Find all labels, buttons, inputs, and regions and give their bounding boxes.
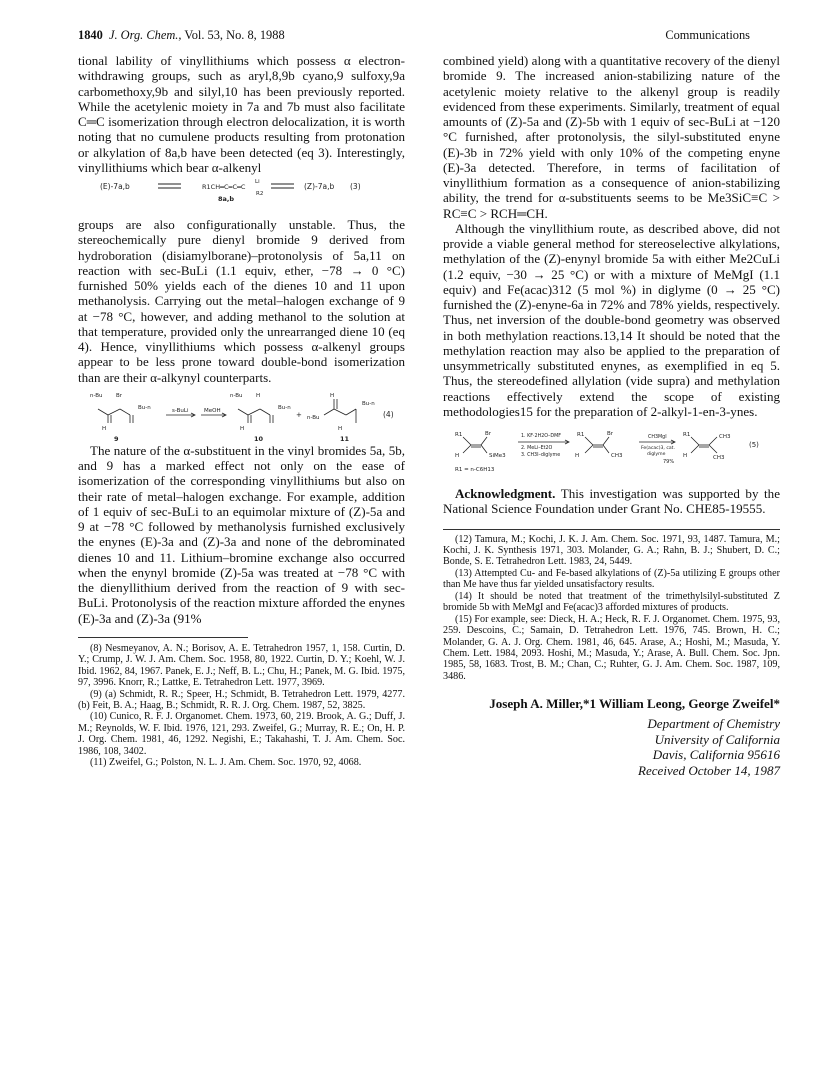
acknowledgment-text: This investigation was supported by the National Science Foundation under Grant No. CHE85-19555. <box>443 486 780 517</box>
footnote-15: (15) For example, see: Dieck, H. A.; Heck, R. F. J. Organomet. Chem. 1975, 93, 259. Descoins, C.; Samain, D. Tetrahedron Lett. 1976, 745. Brown, H. C.; Molander, G. A. J. Org. Chem. 1981, 46, 645. Arase, A.; Hoshi, M.; Masuda, Y. Chem. Lett. 1984, 2093. Hoshi, M.; Masuda, Y.; Arase, A. Bull. Chem. Soc. Jpn. 1985, 58, 1683. Trost, B. M.; Chan, C.; Ruhter, G. J. Am. Chem. Soc. 1987, 109, 3486. <box>443 613 780 682</box>
eq5-h-a: H <box>455 453 460 459</box>
left-paragraph-3: The nature of the α-substituent in the vinyl bromides 5a, 5b, and 9 has a marked effect not only on the ease of isomerization of the corresponding vinyllithiums but also on their rate of metal–halogen exchange. For example, addition of 1 equiv of sec-BuLi to an equimolar mixture of (Z)-5a and 9 at −78 °C followed by methanolysis furnished exclusively the enynes (E)-3a and (Z)-3a and none of the debrominated dienes 10 and 11. Lithium–bromine exchange also occurred when the enynyl bromide (Z)-5a was treated at −78 °C with the dienyllithium derived from the reaction of 9 with sec-BuLi. Protonolysis of the reaction mixture afforded the enynes (E)-3a and (Z)-3a (91% <box>78 442 405 626</box>
eq5-intermediate <box>585 437 609 453</box>
equation-5-graphic <box>443 425 780 479</box>
eq4-label-10: 10 <box>254 434 264 443</box>
eq5-r1-definition: R1 = n-C6H13 <box>455 467 495 473</box>
equation-3 <box>78 175 405 217</box>
eq5-br-a: Br <box>485 431 492 437</box>
eq5-ch3-c-top: CH3 <box>719 434 731 440</box>
affiliation-line-3: Davis, California 95616 <box>652 747 780 763</box>
eq5-yield: 79% <box>663 459 675 465</box>
header-left <box>78 28 285 43</box>
eq3-number: (3) <box>350 182 361 191</box>
affiliation-line-1: Department of Chemistry <box>647 716 780 732</box>
equation-3-graphic <box>78 175 405 217</box>
eq4-compound-10 <box>238 409 273 423</box>
equation-5 <box>443 425 780 479</box>
eq5-reagent-bottom2: diglyme <box>647 452 666 457</box>
eq4-11-h: H <box>338 425 343 432</box>
volume-issue-year: Vol. 53, No. 8, 1988 <box>184 28 285 42</box>
eq3-compound-label: 8a,b <box>218 195 235 203</box>
equation-4-graphic <box>78 385 405 443</box>
left-footnotes <box>78 643 405 769</box>
acknowledgment <box>443 486 780 517</box>
eq5-r1-c: R1 <box>683 432 691 438</box>
footnote-12: (12) Tamura, M.; Kochi, J. K. J. Am. Chem. Soc. 1971, 93, 1487. Tamura, M.; Kochi, J. K. Synthesis 1971, 303. Molander, G. A.; Rahn, B. J.; Shubert, D. C.; Bonde, S. E. Tetrahedron Lett. 1983, 24, 5449. <box>443 533 780 568</box>
right-paragraph-2: Although the vinyllithium route, as described above, did not provide a viable general method for stereoselective alkylations, methylation of the (Z)-enynyl bromide 5a with either Me2CuLi (1.2 equiv, −30 → 25 °C) or with a mixture of MeMgI (1.1 equiv) and Fe(acac)312 (5 mol %) in diglyme (0 → 25 °C) furnished the (Z)-enyne-6a in 72% and 78% yields, respectively. Thus, net inversion of the double-bond geometry was observed in both methylation reactions.13,14 It should be noted that the methylation reaction may also be applied to the preparation of unsymmetrically substituted enynes, as exemplified in eq 5. Thus, the stereodefined allylation (vide supra) and methylation reactions effectively extend the scope of existing methodologies15 for the preparation of 2-alkyl-1-en-3-ynes. <box>443 220 780 419</box>
received-date: Received October 14, 1987 <box>637 762 780 778</box>
eq5-ch3-c-bottom: CH3 <box>713 455 725 461</box>
footnote-11: (11) Zweifel, G.; Polston, N. L. J. Am. Chem. Soc. 1970, 92, 4068. <box>90 757 362 769</box>
eq3-left-label: (E)-7a,b <box>100 182 130 191</box>
right-paragraph-1: combined yield) along with a quantitative recovery of the dienyl bromide 9. The increased anion-stabilizing nature of the acetylenic moiety relative to the alkenyl group is readily evidenced from these experiments. Similarly, treatment of equal amounts of (Z)-5a and (Z)-5b with 1 equiv of sec-BuLi at −120 °C furnished, after protonolysis, the silyl-substituted enyne (E)-3b in 72% yield with only 10% of the competing enyne (E)-3a detected. Therefore, in terms of facilitation of vinyllithium formation as a consequence of anion-stabilizing ability, the trend for α-substituents seems to be Me3SiC≡C > RC≡C > RCH═CH. <box>443 53 780 221</box>
eq4-10-bun: Bu-n <box>278 404 291 411</box>
eq5-sime3: SiMe3 <box>489 453 506 459</box>
eq5-h-c: H <box>683 453 688 459</box>
section-title: Communications <box>665 28 750 42</box>
eq5-number: (5) <box>749 441 759 449</box>
eq4-10-h: H <box>240 425 245 432</box>
eq4-11-nbu: n-Bu <box>307 414 320 421</box>
eq3-r2: R2 <box>256 191 264 197</box>
left-paragraph-2: groups are also configurationally unstable. Thus, the stereochemically pure dienyl bromide 9 derived from hydroboration (disiamylborane)–protonolysis of 5a,11 on reaction with sec-BuLi (1.1 equiv, ether, −78 → 0 °C) furnished 50% yields each of the dienes 10 and 11 upon methanolysis. Carrying out the metal–halogen exchange of 9 at −78 °C, however, and adding methanol to the solution at that temperature, provided only the unrearranged diene 10 (eq 4). Hence, vinyllithiums which possess α-alkenyl groups appear to be less prone toward double-bond isomerization than are their α-alkynyl counterparts. <box>78 217 405 385</box>
eq4-9-nbu: n-Bu <box>90 392 103 399</box>
eq4-reagent-sbuli: s-BuLi <box>172 407 189 414</box>
eq4-11-bun: Bu-n <box>362 400 375 407</box>
eq4-number: (4) <box>383 409 394 419</box>
eq4-9-br: Br <box>116 392 123 399</box>
eq5-step3: 3. CH3I–diglyme <box>521 453 561 458</box>
eq4-10-nbu: n-Bu <box>230 392 243 399</box>
equation-4 <box>78 385 405 443</box>
left-paragraph-1: tional lability of vinyllithiums which possess α electron-withdrawing groups, such as aryl,8,9b cyano,9 sulfoxy,9a carbomethoxy,9b and silyl,10 has been previously reported. While the acetylenic moiety in 7a and 7b must also facilitate C═C isomerization through electron delocalization, it is worth noting that no cumulene products resulting from protonation or alkylation of 8a,b have been detected (eq 3). Interestingly, vinyllithiums which bear α-alkenyl <box>78 53 405 175</box>
eq4-compound-11 <box>324 399 356 423</box>
footnote-8: (8) Nesmeyanov, A. N.; Borisov, A. E. Tetrahedron 1957, 1, 158. Curtin, D. Y.; Crump, J. W. J. Am. Chem. Soc. 1958, 80, 1922. Curtin, D. Y.; Koehl, W. J. Ibid. 1962, 84, 1967. Panek, E. J.; Neff, B. L.; Chu, H.; Panek, M. G. Ibid. 1975, 97, 3996. Knorr, R.; Lattke, E. Tetrahedron Lett. 1977, 3969. <box>78 642 405 689</box>
footnote-9: (9) (a) Schmidt, R. R.; Speer, H.; Schmidt, B. Tetrahedron Lett. 1979, 4277. (b) Feit, B. A.; Haag, B.; Schmidt, R. R. J. Org. Chem. 1987, 52, 3825. <box>78 688 405 712</box>
eq5-reagent-top: CH3MgI <box>648 435 667 440</box>
eq4-plus: + <box>296 410 302 419</box>
eq3-equilibrium-arrow-left <box>158 184 181 188</box>
eq4-11-h-top: H <box>330 392 335 399</box>
footnote-13: (13) Attempted Cu- and Fe-based alkylations of (Z)-5a utilizing E groups other than Me have thus far yielded unsatisfactory results. <box>443 567 780 591</box>
eq5-product <box>691 437 717 453</box>
eq3-equilibrium-arrow-right <box>271 184 294 188</box>
footnote-10: (10) Cunico, R. F. J. Organomet. Chem. 1973, 60, 219. Brook, A. G.; Duff, J. M.; Reynolds, W. F. Ibid. 1976, 121, 293. Zweifel, G.; Murray, R. E.; On, H. P. J. Org. Chem. 1981, 46, 1292. Negishi, E.; Takahashi, T. J. Am. Chem. Soc. 1986, 108, 3402. <box>78 711 405 757</box>
author-list: Joseph A. Miller,*1 William Leong, George Zweifel* <box>489 696 780 712</box>
right-column <box>443 53 780 778</box>
eq4-reagent-meoh: MeOH <box>204 407 221 414</box>
eq4-label-11: 11 <box>340 434 350 443</box>
page-number: 1840 <box>78 28 103 42</box>
left-column <box>78 53 405 769</box>
footnote-14: (14) It should be noted that treatment of the trimethylsilyl-substituted Z bromide 5b with MeMgI and Fe(acac)3 afforded mixtures of products. <box>443 590 780 614</box>
eq4-10-h-top: H <box>256 392 261 399</box>
eq5-reactant <box>463 437 487 453</box>
eq5-step2: 2. MeLi–Et2O <box>521 446 553 451</box>
eq5-r1-a: R1 <box>455 432 463 438</box>
eq5-h-b: H <box>575 453 580 459</box>
eq3-li: Li <box>255 179 260 185</box>
journal-title: J. Org. Chem., <box>108 28 182 42</box>
eq5-br-b: Br <box>607 431 614 437</box>
eq4-9-h: H <box>102 425 107 432</box>
eq4-label-9: 9 <box>114 434 119 443</box>
eq5-r1-b: R1 <box>577 432 585 438</box>
right-footnotes <box>443 534 780 683</box>
eq4-9-bun: Bu-n <box>138 404 151 411</box>
eq5-arrow-1 <box>518 440 569 444</box>
eq5-arrow-2 <box>639 440 675 444</box>
eq3-right-label: (Z)-7a,b <box>304 182 335 191</box>
page-header <box>78 28 750 44</box>
eq4-compound-9 <box>98 409 133 423</box>
affiliation-line-2: University of California <box>654 731 780 747</box>
acknowledgment-heading: Acknowledgment. <box>455 486 556 501</box>
eq5-ch3-b: CH3 <box>611 453 623 459</box>
eq5-step1: 1. KF·2H2O–DMF <box>521 434 562 439</box>
eq5-reagent-bottom: Fe(acac)3, cat. <box>641 446 675 451</box>
eq3-middle-formula: R1CH═C═C═C <box>202 183 246 191</box>
